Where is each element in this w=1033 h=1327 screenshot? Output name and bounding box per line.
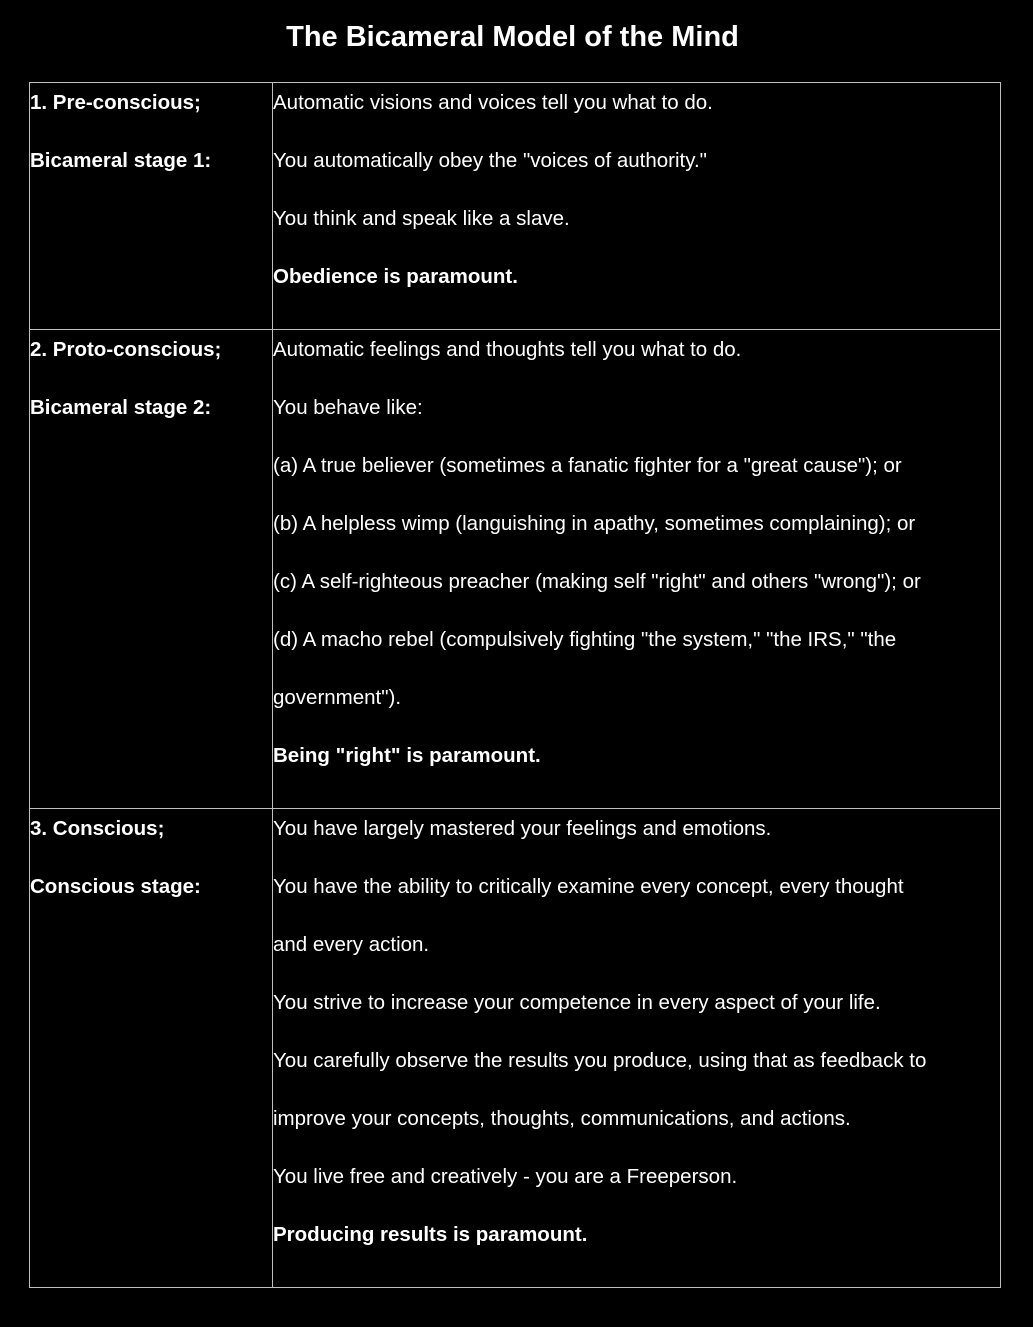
stage-label-cell: [30, 809, 273, 1288]
stage-heading: 3. Conscious;: [30, 817, 165, 840]
stage-summary: Obedience is paramount.: [273, 265, 518, 288]
description-line: and every action.: [273, 933, 430, 956]
description-line: improve your concepts, thoughts, communications, and actions.: [273, 1107, 851, 1130]
description-line: (c) A self-righteous preacher (making self "right" and others "wrong"); or: [273, 570, 921, 593]
stage-description-cell: [273, 83, 1001, 330]
description-line: (d) A macho rebel (compulsively fighting "the system," "the IRS," "the: [273, 628, 897, 651]
description-line: Automatic feelings and thoughts tell you what to do.: [273, 338, 742, 361]
stage-heading: 2. Proto-conscious;: [30, 338, 222, 361]
page-title: The Bicameral Model of the Mind: [286, 21, 739, 53]
table-row: [30, 330, 1001, 809]
description-line: Automatic visions and voices tell you what to do.: [273, 91, 713, 114]
table-row: [30, 83, 1001, 330]
description-line: You behave like:: [273, 396, 423, 419]
stage-summary: Being "right" is paramount.: [273, 744, 541, 767]
stage-label-cell: [30, 330, 273, 809]
description-line: You think and speak like a slave.: [273, 207, 570, 230]
stage-heading: 1. Pre-conscious;: [30, 91, 201, 114]
stage-subheading: Conscious stage:: [30, 875, 201, 898]
description-line: (b) A helpless wimp (languishing in apathy, sometimes complaining); or: [273, 512, 916, 535]
stage-subheading: Bicameral stage 1:: [30, 149, 212, 172]
description-line: government").: [273, 686, 402, 709]
stage-label-cell: [30, 83, 273, 330]
description-line: You strive to increase your competence in every aspect of your life.: [273, 991, 881, 1014]
description-line: You have the ability to critically examine every concept, every thought: [273, 875, 904, 898]
stages-table: [29, 82, 1001, 1288]
stage-description-cell: [273, 809, 1001, 1288]
description-line: You have largely mastered your feelings and emotions.: [273, 817, 772, 840]
description-line: You carefully observe the results you produce, using that as feedback to: [273, 1049, 927, 1072]
table-row: [30, 809, 1001, 1288]
description-line: (a) A true believer (sometimes a fanatic fighter for a "great cause"); or: [273, 454, 902, 477]
description-line: You live free and creatively - you are a Freeperson.: [273, 1165, 738, 1188]
stage-subheading: Bicameral stage 2:: [30, 396, 212, 419]
description-line: You automatically obey the "voices of authority.": [273, 149, 707, 172]
stage-summary: Producing results is paramount.: [273, 1223, 588, 1246]
stage-description-cell: [273, 330, 1001, 809]
